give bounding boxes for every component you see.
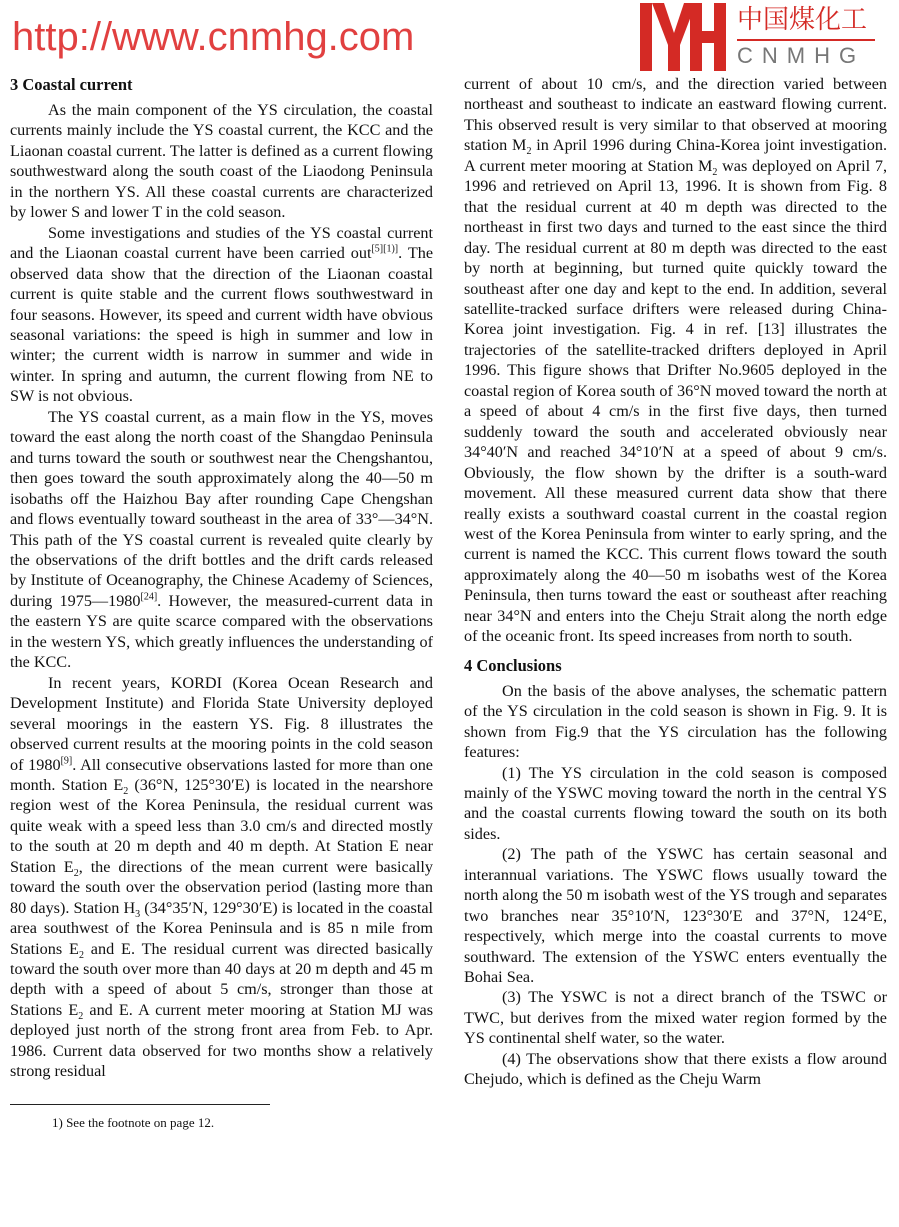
paragraph: (2) The path of the YSWC has certain seasonal and interannual variations. The YSWC flows usually toward the north along the 50 m isobath west of the YS trough and separates two branches near 35°10′N, 123°30′E and 37°N, 124°E, respectively, which merge into the coastal currents to move southward. The extension of the YSWC enters eventually the Bohai Sea. — [464, 845, 887, 987]
paragraph: Some investigations and studies of the YS coastal current and the Liaonan coastal current have been carried out[5][1)]. The observed data show that the direction of the Liaonan coastal current is quite stable and the current flows southwestward in four seasons. However, its speed and current width have obvious seasonal variations: the speed is high in summer and low in winter; the current width is narrow in summer and wide in winter. In spring and autumn, the current flowing from NE to SW is not obvious. — [10, 223, 433, 406]
paragraph: (4) The observations show that there exists a flow around Chejudo, which is defined as the Cheju Warm — [464, 1049, 887, 1089]
footnote: 1) See the footnote on page 12. — [52, 1114, 215, 1130]
paragraph: (3) The YSWC is not a direct branch of the TSWC or TWC, but derives from the mixed water region formed by the YS continental shelf water, so the water. — [464, 988, 887, 1048]
paragraph: (1) The YS circulation in the cold season is composed mainly of the YSWC moving toward the north in the central YS and the coastal currents flowing toward the south on its both sides. — [464, 763, 887, 843]
top-margin — [0, 0, 899, 74]
citation: [9] — [60, 755, 73, 767]
paragraph: current of about 10 cm/s, and the direction varied between northeast and southeast to indicate an eastward flowing current. This observed result is very similar to that observed at mooring station $M_2$ in April 1996 during China-Korea joint investigation. A current meter mooring at Station $M_2$ was deployed on April 7, 1996 and retrieved on April 13, 1996. It is shown from Fig. 8 that the residual current at 40 m depth was directed to the northeast in first two days and turned to the east since the third day. The residual current at 80 m depth was directed to the east by north at beginning, but turned quite quickly toward the southeast after one day and kept to the end. In addition, several satellite-tracked surface drifters were released during China-Korea joint investigation. Fig. 4 in ref. [13] illustrates the trajectories of the satellite-tracked drifters deployed in April 1996. This figure shows that Drifter No.9605 deployed in the coastal region of Korea south of 36°N moved toward the north at a speed of about 4 cm/s in the first five days, then turned suddenly toward the south and accelerated obviously near 34°40′N and reached 34°10′N at a speed of about 9 cm/s. Obviously, the flow shown by the drifter is a south-ward movement. All these measured current data show that there really exists a southward coastal current in the coastal region west of the Korea Peninsula from winter to early spring, and the current is named the KCC. This current flows toward the south approximately along the 40—50 m isobaths west of the Korea Peninsula, then turns toward the east or southeast after reaching near 34°N and enters into the Cheju Strait along the north edge of the oceanic front. Its speed increases from north to south. — [464, 75, 887, 646]
citation: [5][1)] — [371, 243, 399, 255]
logo-chinese-text: 中国煤化工 — [737, 5, 868, 35]
two-column-body — [0, 74, 899, 1090]
cnmhg-logo — [640, 3, 875, 71]
footnote-divider — [10, 1104, 270, 1105]
paragraph: In recent years, KORDI (Korea Ocean Research and Development Institute) and Florida State University deployed several moorings in the eastern YS. Fig. 8 illustrates the observed current results at the mooring points in the cold season of 1980[9]. All consecutive observations lasted for more than one month. Station $E_2$ (36°N, 125°30′E) is located in the nearshore region west of the Korea Peninsula, the residual current was quite weak with a speed less than 3.0 cm/s and directed mostly to the south at 20 m depth and 40 m depth. At Station E near Station $E_2$, the directions of the mean current were basically toward the south over the observation period (lasting more than 80 days). Station $H_3$ (34°35′N, 129°30′E) is located in the coastal area southwest of the Korea Peninsula and is 85 n mile from Stations $E_2$ and E. The residual current was directed basically toward the south over more than 40 days at 20 m depth and 45 m depth with a speed of about 5 cm/s, stronger than those at Stations $E_2$ and E. A current meter mooring at Station MJ was deployed just north of the strong front area from Feb. to Apr. 1986. Current data observed for two months show a relatively strong residual — [10, 673, 434, 1081]
paragraph: As the main component of the YS circulation, the coastal currents mainly include the YS coastal current, the KCC and the Liaonan coastal current. The latter is defined as a current flowing southwestward along the south coast of the Liaodong Peninsula in the northern YS. All these coastal currents are characterized by lower S and lower T in the cold season. — [10, 101, 433, 222]
section-heading-conclusions: 4 Conclusions — [464, 655, 562, 675]
section-heading-coastal-current: 3 Coastal current — [10, 75, 133, 94]
citation: [24] — [140, 591, 158, 603]
logo-mark-icon — [640, 3, 726, 71]
right-column — [464, 74, 887, 1090]
footnote-area — [0, 1090, 899, 1143]
logo-divider — [737, 39, 875, 41]
watermark-url: http://www.cnmhg.com — [12, 15, 415, 59]
left-column — [10, 74, 433, 1090]
logo-english-text: CNMHG — [737, 43, 866, 68]
paragraph: On the basis of the above analyses, the schematic pattern of the YS circulation in the cold season is shown in Fig. 9. It is shown from Fig.9 that the YS circulation has the following features: — [464, 681, 887, 762]
paragraph: The YS coastal current, as a main flow in the YS, moves toward the east along the north coast of the Shangdao Peninsula and turns toward the south or southwest near the Chengshantou, then goes toward the south approximately along the 40—50 m isobaths off the Haizhou Bay after rounding Cape Chengshan and flows eventually toward southeast in the area of 33°—34°N. This path of the YS coastal current is revealed quite clearly by the observations of the drift bottles and the drift cards released by Institute of Oceanography, the Chinese Academy of Sciences, during 1975—1980[24]. However, the measured-current data in the eastern YS are quite scarce compared with the observations in the western YS, which greatly influences the understanding of the KCC. — [10, 407, 433, 672]
